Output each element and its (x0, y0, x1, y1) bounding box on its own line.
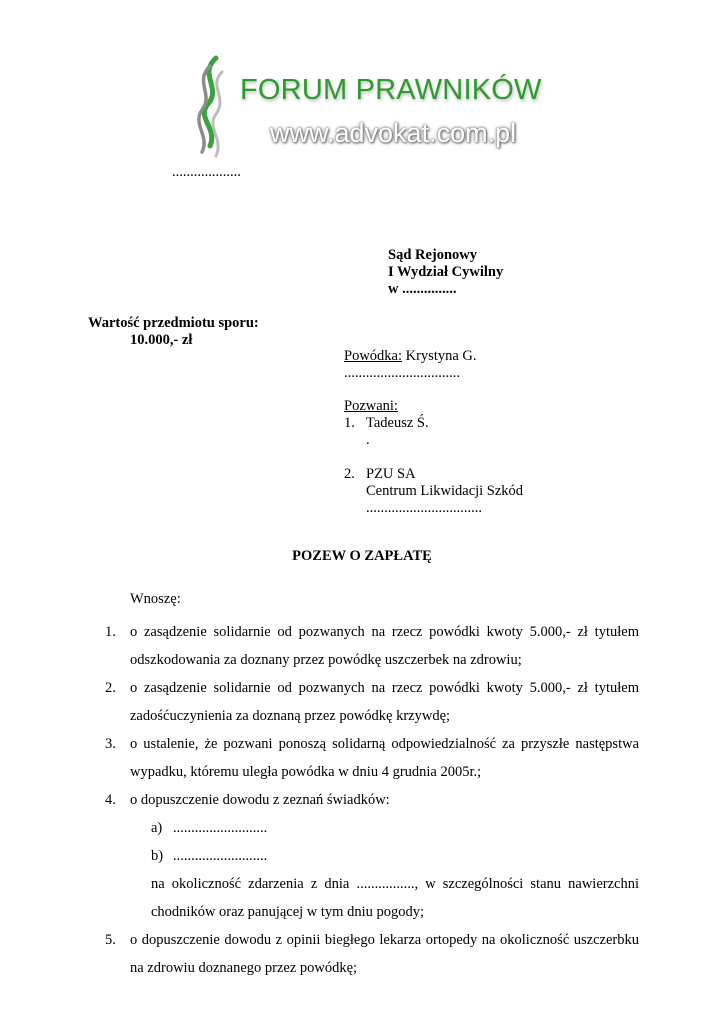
claim-number: 2. (105, 680, 116, 696)
defendant-number: 1. (344, 415, 355, 431)
witness-item (105, 814, 639, 842)
claim-number: 3. (105, 736, 116, 752)
defendant-item (344, 466, 523, 517)
claim-number: 5. (105, 932, 116, 948)
court-city: w ............... (388, 281, 457, 297)
court-department: I Wydział Cywilny (388, 264, 504, 280)
defendant-unit: Centrum Likwidacji Szkód (366, 483, 524, 499)
claims-intro: Wnoszę: (130, 591, 181, 607)
defendant-address: . (366, 432, 370, 448)
place-date-placeholder: ................... (172, 164, 241, 180)
claim-text: o zasądzenie solidarnie od pozwanych na rzecz powódki kwoty 5.000,- zł tytułem odszkodowania za doznany przez powódkę uszczerbek na zdrowiu; (130, 624, 639, 668)
claim-number: 4. (105, 792, 116, 808)
court-name: Sąd Rejonowy (388, 247, 478, 263)
witness-label: b) (151, 848, 164, 864)
witness-item (105, 842, 639, 870)
plaintiff-label: Powódka: (344, 348, 402, 364)
witness-purpose: na okoliczność zdarzenia z dnia ................, w szczególności stanu nawierzchni chodników oraz panującej w tym dniu pogody; (151, 876, 639, 920)
forum-prawnikow-logo (188, 52, 542, 160)
plaintiff-block (344, 348, 477, 382)
defendants-block (344, 398, 523, 517)
claim-text: o dopuszczenie dowodu z zeznań świadków: (130, 792, 390, 808)
claim-item (105, 786, 639, 814)
defendant-number: 2. (344, 466, 355, 482)
document-title: POZEW O ZAPŁATĘ (292, 548, 432, 564)
claims-list (105, 588, 639, 982)
claim-text: o dopuszczenie dowodu z opinii biegłego lekarza ortopedy na okoliczność uszczerbku na zdrowiu doznanego przez powódkę; (130, 932, 639, 976)
defendant-address: ................................ (366, 500, 482, 516)
witness-label: a) (151, 820, 163, 836)
claim-number: 1. (105, 624, 116, 640)
plaintiff-address: ................................ (344, 365, 460, 381)
claim-text: o zasądzenie solidarnie od pozwanych na rzecz powódki kwoty 5.000,- zł tytułem zadośćuczynienia za doznaną przez powódkę krzywdę; (130, 680, 639, 724)
claim-item (105, 926, 639, 982)
claim-item (105, 730, 639, 786)
defendant-name: PZU SA (366, 466, 416, 482)
claim-item (105, 618, 639, 674)
plaintiff-name: Krystyna G. (405, 348, 477, 364)
defendant-name: Tadeusz Ś. (366, 415, 429, 431)
logo-title: FORUM PRAWNIKÓW (240, 74, 542, 106)
claim-text: o ustalenie, że pozwani ponoszą solidarną odpowiedzialność za przyszłe następstwa wypadku, któremu uległa powódka w dniu 4 grudnia 2005r.; (130, 736, 639, 780)
logo-url: www.advokat.com.pl (270, 118, 517, 148)
defendants-label: Pozwani: (344, 398, 398, 414)
defendant-item (344, 415, 523, 449)
court-block (388, 247, 503, 298)
dispute-value-amount: 10.000,- zł (130, 332, 193, 348)
witness-placeholder: .......................... (173, 848, 268, 864)
dispute-value-label: Wartość przedmiotu sporu: (88, 315, 259, 331)
claim-item (105, 674, 639, 730)
witness-placeholder: .......................... (173, 820, 268, 836)
swirl-logo-icon (188, 52, 248, 160)
